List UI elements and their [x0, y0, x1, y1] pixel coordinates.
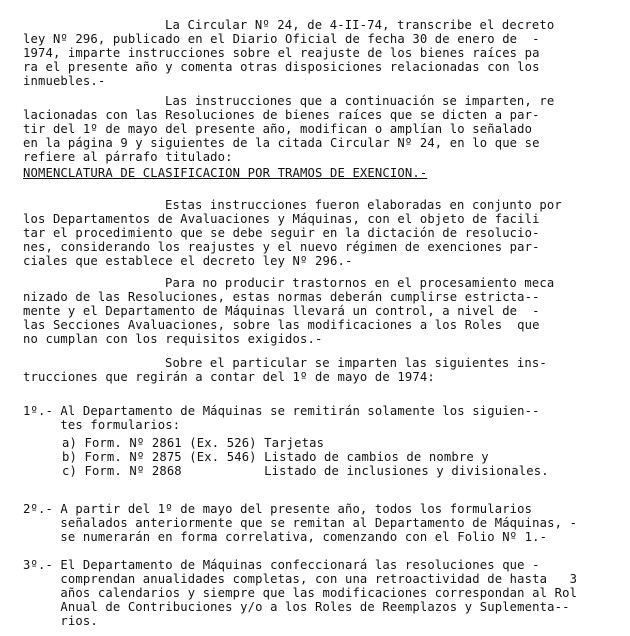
section-heading: NOMENCLATURA DE CLASIFICACION POR TRAMOS DE EXENCION.-: [23, 166, 428, 180]
paragraph-2-line-5: refiere al párrafo titulado:: [23, 150, 233, 164]
item-3-line-4: Anual de Contribuciones y/o a los Roles de Reemplazos y Suplementa--: [23, 600, 570, 614]
item-3-line-3: años calendarios y siempre que las modificaciones correspondan al Rol: [23, 586, 578, 600]
form-item-a: a) Form. Nº 2861 (Ex. 526) Tarjetas: [62, 436, 325, 450]
paragraph-5-line-2: trucciones que regirán a contar del 1º de mayo de 1974:: [23, 370, 435, 384]
item-3-line-2: comprendan anualidades completas, con una retroactividad de hasta 3: [23, 572, 578, 586]
paragraph-3-line-5: ciales que establece el decreto ley Nº 296.-: [23, 254, 353, 268]
paragraph-4-line-5: no cumplan con los requisitos exigidos.-: [23, 332, 323, 346]
item-1-line-2: tes formularios:: [23, 418, 181, 432]
item-3-line-1: 3º.- El Departamento de Máquinas confeccionará las resoluciones que -: [23, 558, 540, 572]
item-3-line-5: rios.: [23, 614, 98, 628]
paragraph-2-line-2: lacionadas con las Resoluciones de bienes raíces que se dicten a par-: [23, 108, 540, 122]
paragraph-1-line-1: La Circular Nº 24, de 4-II-74, transcribe el decreto: [165, 18, 555, 32]
item-2-line-3: se numerarán en forma correlativa, comenzando con el Folio Nº 1.-: [23, 530, 548, 544]
paragraph-2-line-1: Las instrucciones que a continuación se imparten, re: [165, 94, 555, 108]
paragraph-2-line-3: tir del 1º de mayo del presente año, modifican o amplían lo señalado: [23, 122, 533, 136]
paragraph-3-line-1: Estas instrucciones fueron elaboradas en conjunto por: [165, 198, 562, 212]
paragraph-4-line-1: Para no producir trastornos en el procesamiento meca: [165, 276, 555, 290]
form-item-c: c) Form. Nº 2868 Listado de inclusiones y divisionales.: [62, 464, 549, 478]
paragraph-3-line-4: nes, considerando los reajustes y el nuevo régimen de exenciones par-: [23, 240, 540, 254]
paragraph-1-line-2: ley Nº 296, publicado en el Diario Oficial de fecha 30 de enero de -: [23, 32, 540, 46]
paragraph-1-line-5: inmuebles.-: [23, 74, 106, 88]
paragraph-1-line-4: ra el presente año y comenta otras disposiciones relacionadas con los: [23, 60, 540, 74]
item-1-line-1: 1º.- Al Departamento de Máquinas se remitirán solamente los siguien--: [23, 404, 540, 418]
paragraph-3-line-3: tar el procedimiento que se debe seguir en la dictación de resolucio-: [23, 226, 540, 240]
paragraph-3-line-2: los Departamentos de Avaluaciones y Máquinas, con el objeto de facili: [23, 212, 540, 226]
paragraph-4-line-2: nizado de las Resoluciones, estas normas deberán cumplirse estricta--: [23, 290, 540, 304]
item-2-line-1: 2º.- A partir del 1º de mayo del presente año, todos los formularios: [23, 502, 533, 516]
paragraph-5-line-1: Sobre el particular se imparten las siguientes ins-: [165, 356, 547, 370]
paragraph-2-line-4: en la página 9 y siguientes de la citada Circular Nº 24, en lo que se: [23, 136, 540, 150]
form-item-b: b) Form. Nº 2875 (Ex. 546) Listado de cambios de nombre y: [62, 450, 489, 464]
item-2-line-2: señalados anteriormente que se remitan al Departamento de Máquinas, -: [23, 516, 578, 530]
paragraph-4-line-4: las Secciones Avaluaciones, sobre las modificaciones a los Roles que: [23, 318, 540, 332]
paragraph-1-line-3: 1974, imparte instrucciones sobre el reajuste de los bienes raíces pa: [23, 46, 540, 60]
paragraph-4-line-3: mente y el Departamento de Máquinas llevará un control, a nivel de -: [23, 304, 540, 318]
